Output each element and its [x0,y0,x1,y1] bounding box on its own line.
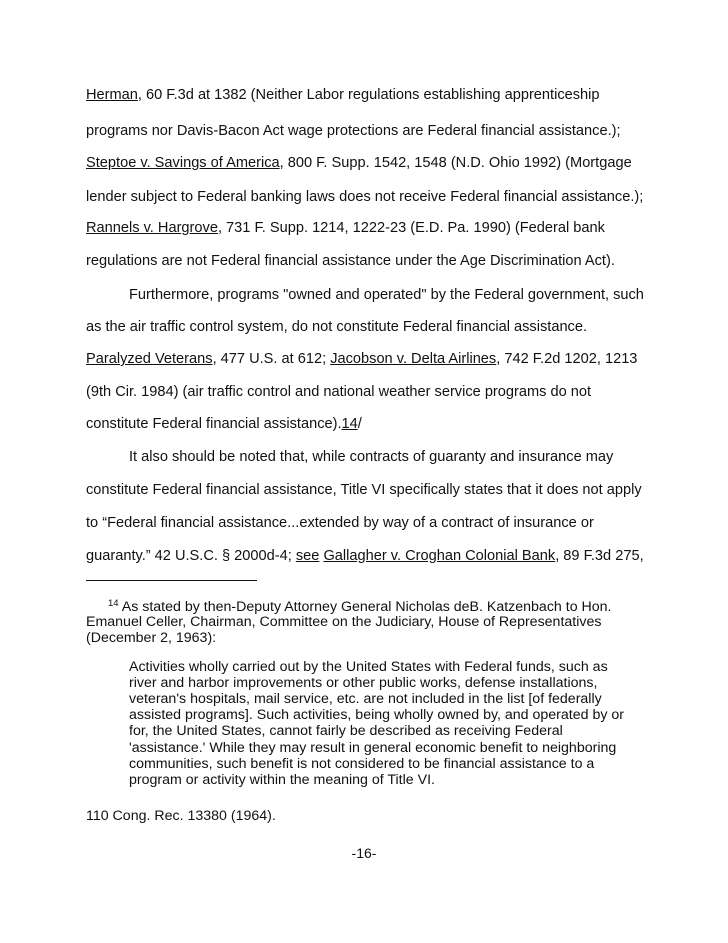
footnote-number: 14 [108,598,119,609]
footnote-quote-line-4: assisted programs]. Such activities, being wholly owned by, and operated by or [129,707,624,723]
footnote-quote-line-8: program or activity within the meaning of Title VI. [129,772,435,788]
page-number: -16- [351,845,377,861]
footnote-quote-line-2: river and harbor improvements or other public works, defense installations, [129,675,598,691]
body-line-3: Steptoe v. Savings of America, 800 F. Supp. 1542, 1548 (N.D. Ohio 1992) (Mortgage [86,155,632,171]
body-line-2: programs nor Davis-Bacon Act wage protections are Federal financial assistance.); [86,123,621,139]
body-line-11: constitute Federal financial assistance).14/ [86,416,362,432]
footnote-intro-line-3: (December 2, 1963): [86,630,217,646]
body-line-1: Herman, 60 F.3d at 1382 (Neither Labor regulations establishing apprenticeship [86,87,600,103]
citation-rannels: Rannels v. Hargrove [86,220,218,236]
citation-herman: Herman [86,87,138,103]
body-line-4: lender subject to Federal banking laws does not receive Federal financial assistance.); [86,189,644,205]
footnote-quote-line-5: for, the United States, cannot fairly be described as receiving Federal [129,723,563,739]
footnote-citation: 110 Cong. Rec. 13380 (1964). [86,808,276,824]
body-line-14: to “Federal financial assistance...extended by way of a contract of insurance or [86,515,594,531]
footnote-quote-line-6: 'assistance.' While they may result in general economic benefit to neighboring [129,740,617,756]
footnote-quote-line-1: Activities wholly carried out by the United States with Federal funds, such as [129,659,608,675]
footnote-intro-line-1: $^{14}$ As stated by then-Deputy Attorney General Nicholas deB. Katzenbach to Hon. [108,598,612,615]
footnote-intro-line-2: Emanuel Celler, Chairman, Committee on the Judiciary, House of Representatives [86,614,602,630]
body-line-15: guaranty.” 42 U.S.C. § 2000d-4; see Gallagher v. Croghan Colonial Bank, 89 F.3d 275, [86,548,644,564]
citation-steptoe: Steptoe v. Savings of America [86,155,280,171]
body-line-5: Rannels v. Hargrove, 731 F. Supp. 1214, 1222-23 (E.D. Pa. 1990) (Federal bank [86,220,605,236]
footnote-quote-line-7: communities, such benefit is not considered to be financial assistance to a [129,756,595,772]
body-line-6: regulations are not Federal financial assistance under the Age Discrimination Act). [86,253,615,269]
body-line-7: Furthermore, programs "owned and operated" by the Federal government, such [129,287,644,303]
footnote-reference[interactable]: 14 [341,416,358,432]
body-line-10: (9th Cir. 1984) (air traffic control and national weather service programs do not [86,384,592,400]
body-line-12: It also should be noted that, while contracts of guaranty and insurance may [129,449,614,465]
citation-gallagher: Gallagher v. Croghan Colonial Bank [323,548,556,564]
footnote-separator [86,580,257,581]
footnote-quote-line-3: veteran's hospitals, mail service, etc. are not included in the list [of federally [129,691,602,707]
body-line-13: constitute Federal financial assistance, Title VI specifically states that it does not apply [86,482,642,498]
signal-see: see [295,548,320,564]
body-line-9: Paralyzed Veterans, 477 U.S. at 612; Jacobson v. Delta Airlines, 742 F.2d 1202, 1213 [86,351,638,367]
citation-paralyzed-veterans: Paralyzed Veterans [86,351,213,367]
citation-jacobson: Jacobson v. Delta Airlines [330,351,497,367]
body-line-8: as the air traffic control system, do not constitute Federal financial assistance. [86,319,588,335]
